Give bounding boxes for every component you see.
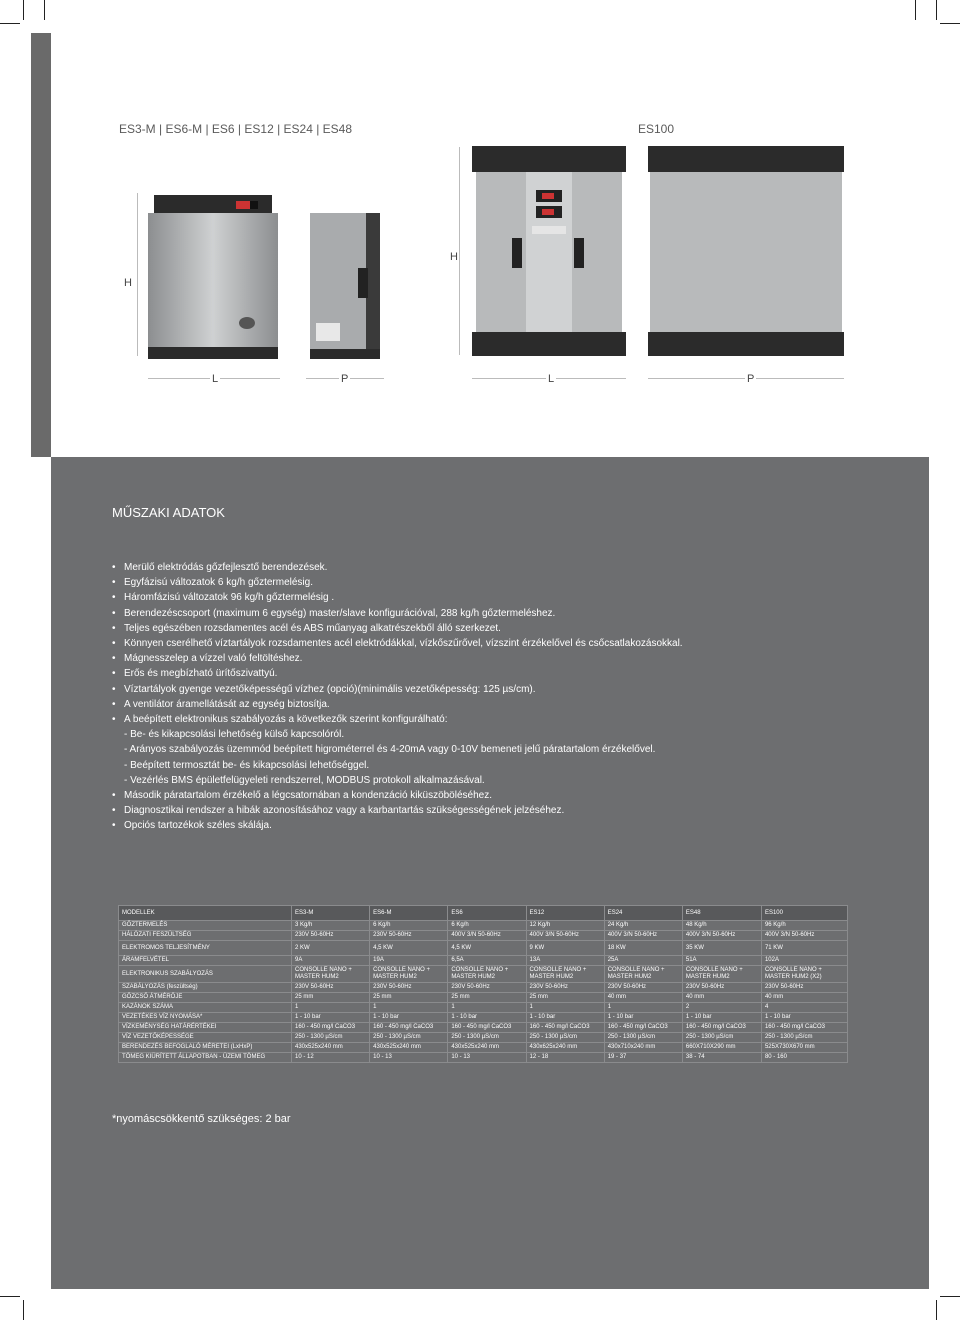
height-label-es100: H bbox=[450, 251, 458, 263]
spec-cell: 160 - 450 mg/l CaCO3 bbox=[292, 1023, 370, 1033]
spec-cell: 9 KW bbox=[526, 941, 604, 956]
spec-table-row bbox=[119, 1033, 848, 1043]
spec-cell: 400V 3/N 50-60Hz bbox=[682, 931, 761, 941]
spec-cell: 430x710x240 mm bbox=[604, 1043, 682, 1053]
spec-table-row bbox=[119, 966, 848, 983]
feature-item: • Merülő elektródás gőzfejlesztő berendezések. bbox=[112, 560, 902, 575]
spec-cell: CONSOLLE NANO + MASTER HUM2 (X2) bbox=[761, 966, 847, 983]
crop-mark bbox=[44, 0, 45, 20]
spec-cell: 25 mm bbox=[292, 993, 370, 1003]
spec-cell: 660X710X290 mm bbox=[682, 1043, 761, 1053]
spec-cell: 250 - 1300 µS/cm bbox=[526, 1033, 604, 1043]
spec-cell: 230V 50-60Hz bbox=[448, 983, 526, 993]
spec-cell: 25 mm bbox=[448, 993, 526, 1003]
crop-mark bbox=[915, 0, 916, 20]
spec-cell: 38 - 74 bbox=[682, 1053, 761, 1063]
feature-item: • Könnyen cserélhető víztartályok rozsdamentes acél elektródákkal, vízkőszűrővel, vízszint érzékelővel és csőcsatlakozásokkal. bbox=[112, 636, 902, 651]
spec-cell: 4 bbox=[761, 1003, 847, 1013]
height-dimension-line bbox=[137, 193, 138, 356]
spec-table-row bbox=[119, 956, 848, 966]
spec-row-label: GŐZTERMELÉS bbox=[119, 921, 292, 931]
spec-table bbox=[118, 905, 848, 1063]
spec-cell: 525X730X670 mm bbox=[761, 1043, 847, 1053]
spec-cell: CONSOLLE NANO + MASTER HUM2 bbox=[526, 966, 604, 983]
crop-mark bbox=[23, 1300, 24, 1320]
spec-cell: 160 - 450 mg/l CaCO3 bbox=[761, 1023, 847, 1033]
spec-cell: 230V 50-60Hz bbox=[682, 983, 761, 993]
spec-cell: CONSOLLE NANO + MASTER HUM2 bbox=[370, 966, 448, 983]
spec-cell: 1 bbox=[448, 1003, 526, 1013]
spec-cell: 40 mm bbox=[604, 993, 682, 1003]
feature-item: • Diagnosztikai rendszer a hibák azonosításához vagy a karbantartás szükségességének jelzéséhez. bbox=[112, 803, 902, 818]
spec-table-row bbox=[119, 1003, 848, 1013]
spec-cell: 4,5 KW bbox=[448, 941, 526, 956]
product-image-es100-side bbox=[646, 146, 846, 360]
spec-cell: 230V 50-60Hz bbox=[761, 983, 847, 993]
feature-item: • Berendezéscsoport (maximum 6 egység) master/slave konfigurációval, 288 kg/h gőztermeléshez. bbox=[112, 606, 902, 621]
spec-cell: 1 - 10 bar bbox=[370, 1013, 448, 1023]
spec-table-row bbox=[119, 1023, 848, 1033]
spec-cell: CONSOLLE NANO + MASTER HUM2 bbox=[292, 966, 370, 983]
spec-cell: 1 bbox=[526, 1003, 604, 1013]
spec-cell: 1 - 10 bar bbox=[761, 1013, 847, 1023]
spec-row-label: BERENDEZÉS BEFOGLALÓ MÉRETEI (LxHxP) bbox=[119, 1043, 292, 1053]
spec-header-model: ES12 bbox=[526, 906, 604, 921]
spec-header-model: ES6-M bbox=[370, 906, 448, 921]
spec-cell: 250 - 1300 µS/cm bbox=[604, 1033, 682, 1043]
section-title: MŰSZAKI ADATOK bbox=[112, 505, 225, 520]
height-dimension-line-es100 bbox=[459, 147, 460, 355]
spec-cell: 250 - 1300 µS/cm bbox=[370, 1033, 448, 1043]
product-image-es-front bbox=[146, 193, 280, 361]
feature-item: • A beépített elektronikus szabályozás a következők szerint konfigurálható: bbox=[112, 712, 902, 727]
spec-cell: 1 - 10 bar bbox=[604, 1013, 682, 1023]
spec-table-row bbox=[119, 1053, 848, 1063]
spec-header-model: ES6 bbox=[448, 906, 526, 921]
crop-mark bbox=[0, 23, 20, 24]
spec-cell: 25A bbox=[604, 956, 682, 966]
spec-cell: 430x525x240 mm bbox=[370, 1043, 448, 1053]
spec-cell: 6 Kg/h bbox=[370, 921, 448, 931]
spec-table-row bbox=[119, 941, 848, 956]
models-list-right: ES100 bbox=[638, 122, 675, 136]
spec-cell: 230V 50-60Hz bbox=[292, 931, 370, 941]
feature-subitem: - Be- és kikapcsolási lehetőség külső kapcsolóról. bbox=[124, 729, 345, 741]
spec-row-label: VEZETÉKES VÍZ NYOMÁSA* bbox=[119, 1013, 292, 1023]
spec-row-label: GŐZCSŐ ÁTMÉRŐJE bbox=[119, 993, 292, 1003]
feature-subitem: - Arányos szabályozás üzemmód beépített higrométerrel és 4-20mA vagy 0-10V bemeneti jelű páratartalom érzékelővel. bbox=[124, 744, 656, 756]
left-accent-bar bbox=[31, 33, 51, 457]
spec-cell: CONSOLLE NANO + MASTER HUM2 bbox=[448, 966, 526, 983]
spec-row-label: ELEKTRONIKUS SZABÁLYOZÁS bbox=[119, 966, 292, 983]
spec-cell: 1 bbox=[604, 1003, 682, 1013]
spec-cell: 6,5A bbox=[448, 956, 526, 966]
spec-cell: 18 KW bbox=[604, 941, 682, 956]
spec-cell: 250 - 1300 µS/cm bbox=[682, 1033, 761, 1043]
spec-header-model: ES24 bbox=[604, 906, 682, 921]
spec-cell: 400V 3/N 50-60Hz bbox=[761, 931, 847, 941]
crop-mark bbox=[940, 23, 960, 24]
spec-header-model: ES100 bbox=[761, 906, 847, 921]
feature-item: • Víztartályok gyenge vezetőképességű vízhez (opció)(minimális vezetőképesség: 125 µs/cm). bbox=[112, 682, 902, 697]
spec-cell: 1 - 10 bar bbox=[448, 1013, 526, 1023]
spec-cell: 3 Kg/h bbox=[292, 921, 370, 931]
spec-cell: 10 - 13 bbox=[448, 1053, 526, 1063]
spec-cell: 12 Kg/h bbox=[526, 921, 604, 931]
spec-header-model: ES48 bbox=[682, 906, 761, 921]
spec-cell: 1 - 10 bar bbox=[682, 1013, 761, 1023]
spec-cell: 1 bbox=[292, 1003, 370, 1013]
spec-row-label: KAZÁNOK SZÁMA bbox=[119, 1003, 292, 1013]
spec-cell: 400V 3/N 50-60Hz bbox=[604, 931, 682, 941]
spec-cell: 51A bbox=[682, 956, 761, 966]
spec-cell: 10 - 13 bbox=[370, 1053, 448, 1063]
feature-item: • Egyfázisú változatok 6 kg/h gőztermelésig. bbox=[112, 575, 902, 590]
spec-row-label: VÍZKEMÉNYSÉG HATÁRÉRTÉKEI bbox=[119, 1023, 292, 1033]
spec-cell: 160 - 450 mg/l CaCO3 bbox=[448, 1023, 526, 1033]
spec-cell: 25 mm bbox=[370, 993, 448, 1003]
spec-cell: 230V 50-60Hz bbox=[370, 931, 448, 941]
length-label: L bbox=[212, 373, 219, 385]
feature-list bbox=[112, 560, 902, 834]
spec-cell: CONSOLLE NANO + MASTER HUM2 bbox=[604, 966, 682, 983]
feature-item: • Opciós tartozékok széles skálája. bbox=[112, 818, 902, 833]
spec-cell: 2 bbox=[682, 1003, 761, 1013]
crop-mark bbox=[0, 1296, 20, 1297]
spec-table-row bbox=[119, 1013, 848, 1023]
spec-cell: 430x625x240 mm bbox=[526, 1043, 604, 1053]
product-image-es100-front bbox=[470, 146, 628, 360]
depth-label: P bbox=[341, 373, 349, 385]
spec-cell: 160 - 450 mg/l CaCO3 bbox=[604, 1023, 682, 1033]
spec-cell: 230V 50-60Hz bbox=[292, 983, 370, 993]
spec-cell: 19A bbox=[370, 956, 448, 966]
product-image-es-side bbox=[308, 213, 382, 361]
feature-item: • Második páratartalom érzékelő a légcsatornában a kondenzáció kiküszöböléséhez. bbox=[112, 788, 902, 803]
spec-table-row bbox=[119, 931, 848, 941]
spec-cell: 230V 50-60Hz bbox=[526, 983, 604, 993]
spec-cell: 12 - 18 bbox=[526, 1053, 604, 1063]
spec-cell: 400V 3/N 50-60Hz bbox=[448, 931, 526, 941]
spec-cell: 71 KW bbox=[761, 941, 847, 956]
technical-data-panel bbox=[51, 457, 929, 1289]
spec-cell: 6 Kg/h bbox=[448, 921, 526, 931]
spec-cell: 80 - 160 bbox=[761, 1053, 847, 1063]
spec-cell: 4,5 KW bbox=[370, 941, 448, 956]
spec-cell: 40 mm bbox=[682, 993, 761, 1003]
spec-row-label: VÍZ VEZETŐKÉPESSÉGE bbox=[119, 1033, 292, 1043]
spec-cell: 250 - 1300 µS/cm bbox=[448, 1033, 526, 1043]
spec-row-label: SZABÁLYOZÁS (feszültség) bbox=[119, 983, 292, 993]
spec-table-row bbox=[119, 1043, 848, 1053]
spec-cell: 400V 3/N 50-60Hz bbox=[526, 931, 604, 941]
spec-cell: 160 - 450 mg/l CaCO3 bbox=[682, 1023, 761, 1033]
spec-cell: 13A bbox=[526, 956, 604, 966]
spec-cell: 1 bbox=[370, 1003, 448, 1013]
spec-cell: 250 - 1300 µS/cm bbox=[292, 1033, 370, 1043]
spec-cell: 160 - 450 mg/l CaCO3 bbox=[526, 1023, 604, 1033]
spec-cell: 25 mm bbox=[526, 993, 604, 1003]
spec-row-label: TÖMEG KIÜRÍTETT ÁLLAPOTBAN - ÜZEMI TÖMEG bbox=[119, 1053, 292, 1063]
spec-cell: 48 Kg/h bbox=[682, 921, 761, 931]
feature-item: • A ventilátor áramellátását az egység biztosítja. bbox=[112, 697, 902, 712]
spec-cell: 96 Kg/h bbox=[761, 921, 847, 931]
spec-table-row bbox=[119, 921, 848, 931]
spec-cell: 230V 50-60Hz bbox=[370, 983, 448, 993]
spec-row-label: ELEKTROMOS TELJESÍTMÉNY bbox=[119, 941, 292, 956]
spec-cell: 9A bbox=[292, 956, 370, 966]
spec-cell: 2 KW bbox=[292, 941, 370, 956]
spec-cell: 40 mm bbox=[761, 993, 847, 1003]
spec-cell: 1 - 10 bar bbox=[526, 1013, 604, 1023]
spec-header-label: MODELLEK bbox=[119, 906, 292, 921]
feature-item: • Háromfázisú változatok 96 kg/h gőztermelésig . bbox=[112, 590, 902, 605]
feature-subitem: - Beépített termosztát be- és kikapcsolási lehetőséggel. bbox=[124, 759, 370, 771]
feature-subitem: - Vezérlés BMS épületfelügyeleti rendszerrel, MODBUS protokoll alkalmazásával. bbox=[124, 774, 485, 786]
crop-mark bbox=[936, 0, 937, 20]
crop-mark bbox=[936, 1300, 937, 1320]
spec-cell: 230V 50-60Hz bbox=[604, 983, 682, 993]
spec-cell: 10 - 12 bbox=[292, 1053, 370, 1063]
feature-item: • Erős és megbízható ürítőszivattyú. bbox=[112, 666, 902, 681]
crop-mark bbox=[940, 1296, 960, 1297]
spec-cell: CONSOLLE NANO + MASTER HUM2 bbox=[682, 966, 761, 983]
depth-label-es100: P bbox=[747, 373, 755, 385]
height-label: H bbox=[124, 277, 132, 289]
spec-cell: 430x525x240 mm bbox=[448, 1043, 526, 1053]
spec-cell: 19 - 37 bbox=[604, 1053, 682, 1063]
spec-table-row bbox=[119, 983, 848, 993]
spec-cell: 250 - 1300 µS/cm bbox=[761, 1033, 847, 1043]
footnote: *nyomáscsökkentő szükséges: 2 bar bbox=[112, 1113, 291, 1125]
models-list-left: ES3-M | ES6-M | ES6 | ES12 | ES24 | ES48 bbox=[119, 122, 353, 136]
feature-item: • Mágnesszelep a vízzel való feltöltéshez. bbox=[112, 651, 902, 666]
spec-table-row bbox=[119, 993, 848, 1003]
feature-item: • Teljes egészében rozsdamentes acél és ABS műanyag alkatrészekből álló szerkezet. bbox=[112, 621, 902, 636]
spec-cell: 102A bbox=[761, 956, 847, 966]
spec-cell: 160 - 450 mg/l CaCO3 bbox=[370, 1023, 448, 1033]
crop-mark bbox=[23, 0, 24, 20]
spec-row-label: ÁRAMFELVÉTEL bbox=[119, 956, 292, 966]
spec-cell: 430x525x240 mm bbox=[292, 1043, 370, 1053]
spec-table-header bbox=[119, 906, 848, 921]
spec-cell: 35 KW bbox=[682, 941, 761, 956]
spec-cell: 24 Kg/h bbox=[604, 921, 682, 931]
spec-table-wrapper bbox=[118, 905, 848, 1063]
spec-header-model: ES3-M bbox=[292, 906, 370, 921]
spec-row-label: HÁLÓZATI FESZÜLTSÉG bbox=[119, 931, 292, 941]
length-label-es100: L bbox=[548, 373, 555, 385]
spec-cell: 1 - 10 bar bbox=[292, 1013, 370, 1023]
